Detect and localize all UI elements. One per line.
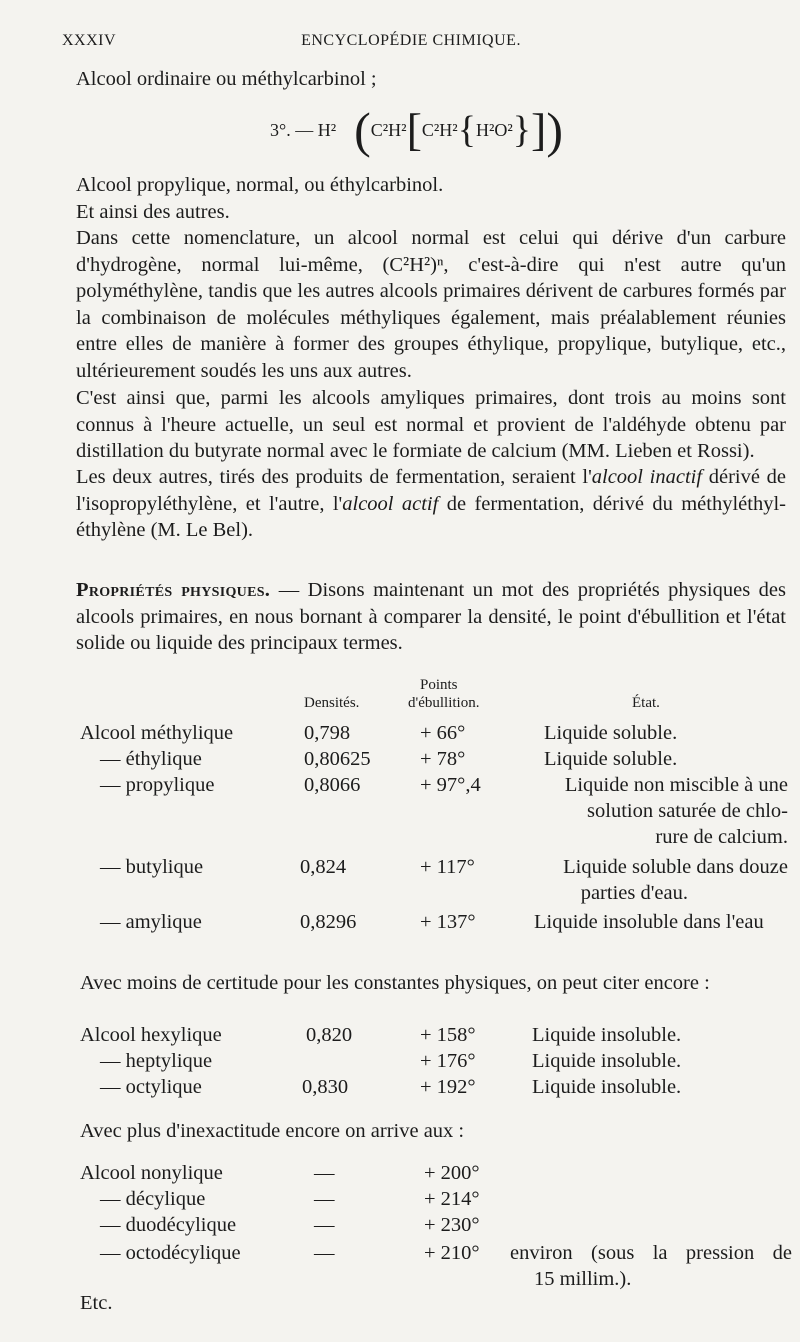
section-proprietes [76, 577, 786, 657]
formula-right-bracket: ] [531, 104, 547, 155]
paragraph-amyliques: C'est ainsi que, parmi les alcools amyliques primaires, dont trois au moins sont connus à l'heure actuelle, un seul est normal et provient de l'aldéhyde obtenu par distillation du butyrate normal avec le formiate de calcium (MM. Lieben et Rossi). [76, 387, 786, 462]
t2-r0-state: Liquide insoluble. [532, 1024, 682, 1046]
t2-r2-density: 0,830 [302, 1076, 349, 1098]
header-densites: Densités. [304, 695, 360, 711]
formula-term1: C²H² [370, 119, 407, 140]
formula-left-paren: ( [354, 102, 371, 158]
t3-r3-note-line2: 15 millim.). [534, 1268, 632, 1290]
para3-italic2: alcool actif [342, 492, 439, 515]
t2-r2-boiling: + 192° [420, 1076, 476, 1098]
t1-r3-state-line2: parties d'eau. [580, 882, 688, 904]
formula-term2: C²H² [421, 119, 458, 140]
formula-term3: H²O² [475, 119, 513, 140]
para3-italic1: alcool inactif [591, 466, 703, 488]
para3-part1: Les deux autres, tirés des produits de fermentation, seraient l' [76, 466, 592, 488]
line-moins-certitude: Avec moins de certitude pour les constantes physiques, on peut citer encore : [80, 972, 710, 994]
t3-r3-dash: — [314, 1242, 335, 1264]
t1-r0-boiling: + 66° [420, 722, 466, 744]
t2-r0-density: 0,820 [306, 1024, 353, 1046]
t1-r2-state [565, 772, 788, 850]
t2-r1-name: — heptylique [100, 1050, 213, 1072]
t1-r1-density: 0,80625 [304, 748, 371, 770]
t2-r0-name: Alcool hexylique [80, 1024, 222, 1046]
t1-r4-boiling: + 137° [420, 911, 476, 933]
formula-brace-close: } [512, 109, 531, 151]
t1-r3-name: — butylique [100, 856, 204, 878]
chemical-formula [270, 100, 563, 160]
t1-r4-name: — amylique [100, 911, 202, 933]
header-etat: État. [632, 695, 660, 711]
section-title: Propriétés physiques. [76, 579, 271, 601]
t3-r0-dash: — [314, 1162, 335, 1184]
t3-r0-name: Alcool nonylique [80, 1162, 223, 1184]
t3-r2-boiling: + 230° [424, 1214, 480, 1236]
page-header [62, 32, 760, 52]
t1-r2-state-line1: Liquide non miscible à une [564, 774, 788, 796]
formula-brace: { [457, 109, 476, 151]
header-ebullition: d'ébullition. [408, 695, 480, 711]
t1-r2-state-line3: rure de calcium. [655, 826, 788, 848]
line-ainsi: Et ainsi des autres. [76, 201, 230, 223]
paragraph-fermentation [76, 464, 786, 544]
formula-left-bracket: [ [406, 104, 422, 155]
paragraph-nomenclature: Dans cette nomenclature, un alcool normal est celui qui dérive d'un carbure d'hydrogène, normal lui-même, (C²H²)ⁿ, c'est-à-dire qui n'est autre qu'un polyméthylène, tandis que les autres alcools primaires dérivent de carbures formés par la combinaison de molécules méthyliques également, mais préalablement réunies entre elles de manière à former des groupes éthylique, propylique, butylique, etc., ultérieurement soudés les uns aux autres. [76, 227, 786, 382]
etc-line: Etc. [80, 1292, 113, 1314]
t3-r3-name: — octodécylique [100, 1242, 241, 1264]
t1-r2-boiling: + 97°,4 [420, 774, 481, 796]
t1-r0-name: Alcool méthylique [80, 722, 234, 744]
para3-part2: dérivé de l'isopropyléthylène, et l'autre, l' [76, 466, 786, 515]
para3-part3: de fermentation, dérivé du méthyléthyl-éthylène (M. Le Bel). [76, 492, 786, 541]
t1-r4-density: 0,8296 [300, 911, 357, 933]
t2-r1-boiling: + 176° [420, 1050, 476, 1072]
t3-r1-name: — décylique [100, 1188, 206, 1210]
t2-r2-name: — octylique [100, 1076, 202, 1098]
t1-r1-boiling: + 78° [420, 748, 466, 770]
section-text: — Disons maintenant un mot des propriétés physiques des alcools primaires, en nous bornant à comparer la densité, le point d'ébullition et l'état solide ou liquide des principaux termes. [76, 579, 786, 654]
t2-r2-state: Liquide insoluble. [532, 1076, 682, 1098]
t1-r3-density: 0,824 [300, 856, 347, 878]
t1-r3-state-line1: Liquide soluble dans douze [563, 856, 788, 878]
formula-label: 3°. — H² [270, 119, 337, 140]
t3-r3-note-line1: environ (sous la pression de [510, 1242, 792, 1264]
t3-r1-boiling: + 214° [424, 1188, 480, 1210]
t1-r1-name: — éthylique [100, 748, 202, 770]
t1-r0-density: 0,798 [304, 722, 351, 744]
t3-r1-dash: — [314, 1188, 335, 1210]
t1-r4-state: Liquide insoluble dans l'eau [534, 911, 764, 933]
t3-r3-boiling: + 210° [424, 1242, 480, 1264]
t1-r2-density: 0,8066 [304, 774, 361, 796]
t3-r0-boiling: + 200° [424, 1162, 480, 1184]
t1-r2-name: — propylique [100, 774, 215, 796]
t1-r2-state-line2: solution saturée de chlo- [587, 800, 788, 822]
page-number: XXXIV [62, 32, 117, 49]
t1-r3-state [563, 854, 788, 906]
line-plus-inexactitude: Avec plus d'inexactitude encore on arrive aux : [80, 1120, 465, 1142]
header-points: Points [420, 677, 458, 693]
t1-r1-state: Liquide soluble. [544, 748, 678, 770]
formula-right-paren: ) [546, 102, 563, 158]
t3-r2-dash: — [314, 1214, 335, 1236]
intro-line: Alcool ordinaire ou méthylcarbinol ; [76, 68, 377, 90]
line-propylique: Alcool propylique, normal, ou éthylcarbinol. [76, 174, 444, 196]
running-title: ENCYCLOPÉDIE CHIMIQUE. [301, 32, 521, 49]
t1-r3-boiling: + 117° [420, 856, 475, 878]
t1-r0-state: Liquide soluble. [544, 722, 678, 744]
t2-r1-state: Liquide insoluble. [532, 1050, 682, 1072]
t3-r2-name: — duodécylique [100, 1214, 237, 1236]
t2-r0-boiling: + 158° [420, 1024, 476, 1046]
